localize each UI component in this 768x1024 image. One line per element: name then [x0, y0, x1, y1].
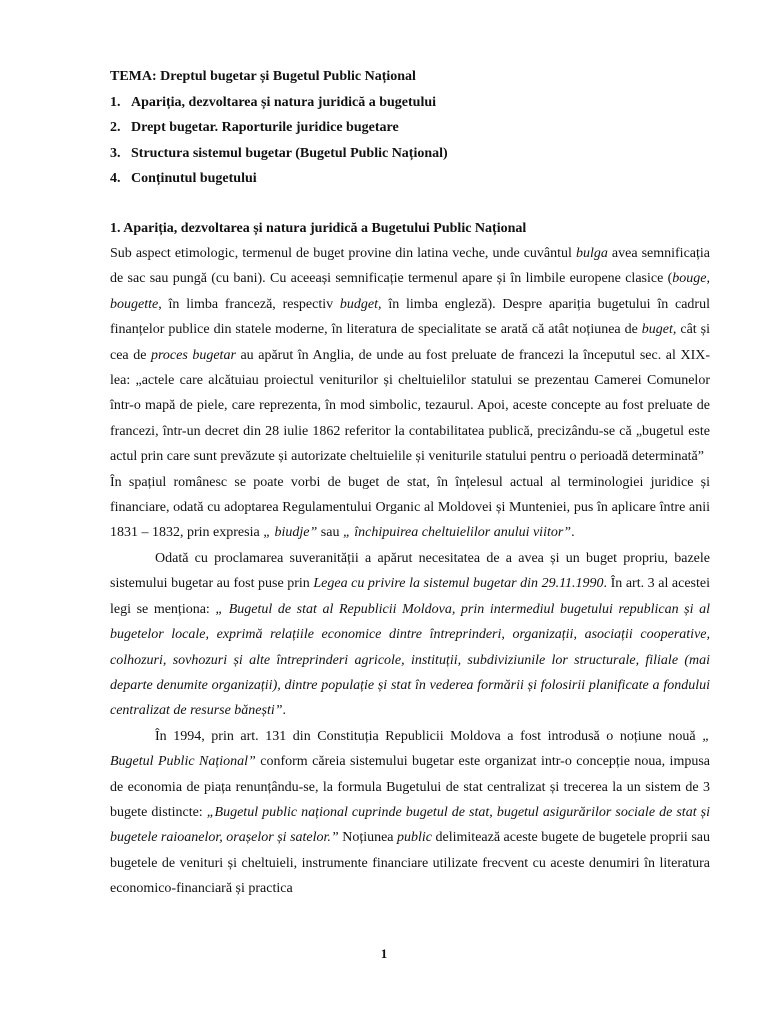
- paragraph-3: Odată cu proclamarea suveranității a apărut necesitatea de a avea și un buget propriu, bazele sistemului bugetar au fost puse prin Legea cu privire la sistemul bugetar din 29.11.1990. În art. 3 al acestei legi se menționa: „ Bugetul de stat al Republicii Moldova, prin intermediul bugetului republican și al bugetelor locale, exprimă relațiile economice dintre întreprinderi, organizații, asociații cooperative, colhozuri, sovhozuri și alte întreprinderi agricole, instituții, subdiviziunile lor structurale, filiale (mai departe denumite organizații), dintre populație și stat în vederea formării și folosirii planificate a fondului centralizat de resurse bănești”.: [110, 550, 710, 719]
- outline-item-1: 1. Apariția, dezvoltarea și natura juridică a bugetului: [110, 94, 437, 110]
- outline-item-4: 4. Conținutul bugetului: [110, 171, 257, 186]
- spacer: [110, 192, 710, 217]
- outline-item-2: 2. Drept bugetar. Raporturile juridice bugetare: [110, 120, 399, 135]
- section-title: 1. Apariția, dezvoltarea și natura juridică a Bugetului Public Național: [110, 221, 527, 236]
- paragraph-4: În 1994, prin art. 131 din Constituția Republicii Moldova a fost introdusă o noțiune nouă „ Bugetul Public Național” conform căreia sistemului bugetar este organizat intr-o concepție noua, impusa de economia de piața renunțându-se, la formula Bugetului de stat centralizat și trecerea la un sistem de 3 bugete distincte: „Bugetul public național cuprinde bugetul de stat, bugetul asigurărilor sociale de stat și bugetele raioanelor, orașelor și satelor.” Noțiunea public delimitează aceste bugete de bugetele proprii sau bugetele de venituri și cheltuieli, instrumente financiare utilizate frecvent cu aceste denumiri în literatura economico-financiară și practica: [110, 728, 710, 897]
- page-number: 1: [380, 946, 388, 961]
- paragraph-2: În spațiul românesc se poate vorbi de buget de stat, în înțelesul actual al terminologiei juridice și financiare, odată cu adoptarea Regulamentului Organic al Moldovei și Munteniei, pus în aplicare între anii 1831 – 1832, prin expresia „ biudje” sau „ închipuirea cheltuielilor anului viitor”.: [110, 474, 710, 541]
- outline-block: [110, 64, 710, 192]
- outline-item-3: 3. Structura sistemul bugetar (Bugetul Public Național): [110, 145, 448, 161]
- paragraph-1: Sub aspect etimologic, termenul de buget provine din latina veche, unde cuvântul bulga avea semnificația de sac sau pungă (cu bani). Cu aceeași semnificație termenul apare și în limbile europene clasice (bouge, bougette, în limba franceză, respectiv budget, în limba engleză). Despre apariția bugetului în cadrul finanțelor publice din statele moderne, în literatura de specialitate se arată că atât noțiunea de buget, cât și cea de proces bugetar au apărut în Anglia, de unde au fost preluate de francezi la începutul sec. al XIX-lea: „actele care alcătuiau proiectul veniturilor și cheltuielilor statului se prezentau Camerei Comunelor într-o mapă de piele, care reprezenta, în mod simbolic, tezaurul. Apoi, aceste concepte au fost preluate de francezi, într-un decret din 28 iulie 1862 referitor la contabilitatea publică, precizându-se că „bugetul este actul prin care sunt prevăzute și autorizate cheltuielile și veniturile statului pentru o perioadă determinată”: [110, 246, 711, 465]
- body-text: [110, 241, 710, 902]
- theme-title: TEMA: Dreptul bugetar și Bugetul Public Național: [110, 69, 416, 84]
